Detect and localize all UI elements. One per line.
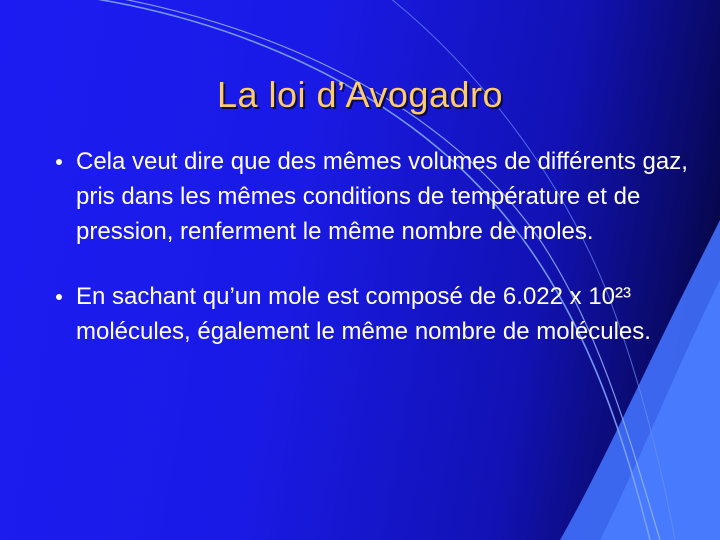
bullet-list xyxy=(52,144,692,379)
bullet-dot-icon xyxy=(56,294,62,300)
bullet-item xyxy=(52,279,692,349)
bullet-text: En sachant qu’un mole est composé de 6.022 x 10²³ molécules, également le même nombre de molécules. xyxy=(76,283,651,345)
slide-title xyxy=(0,74,720,116)
bullet-dot-icon xyxy=(56,159,62,165)
slide-title-text: La loi d’Avogadro xyxy=(216,74,504,115)
bullet-item xyxy=(52,144,692,249)
bullet-text: Cela veut dire que des mêmes volumes de différents gaz, pris dans les mêmes conditions de température et de pression, renferment le même nombre de moles. xyxy=(76,148,688,245)
